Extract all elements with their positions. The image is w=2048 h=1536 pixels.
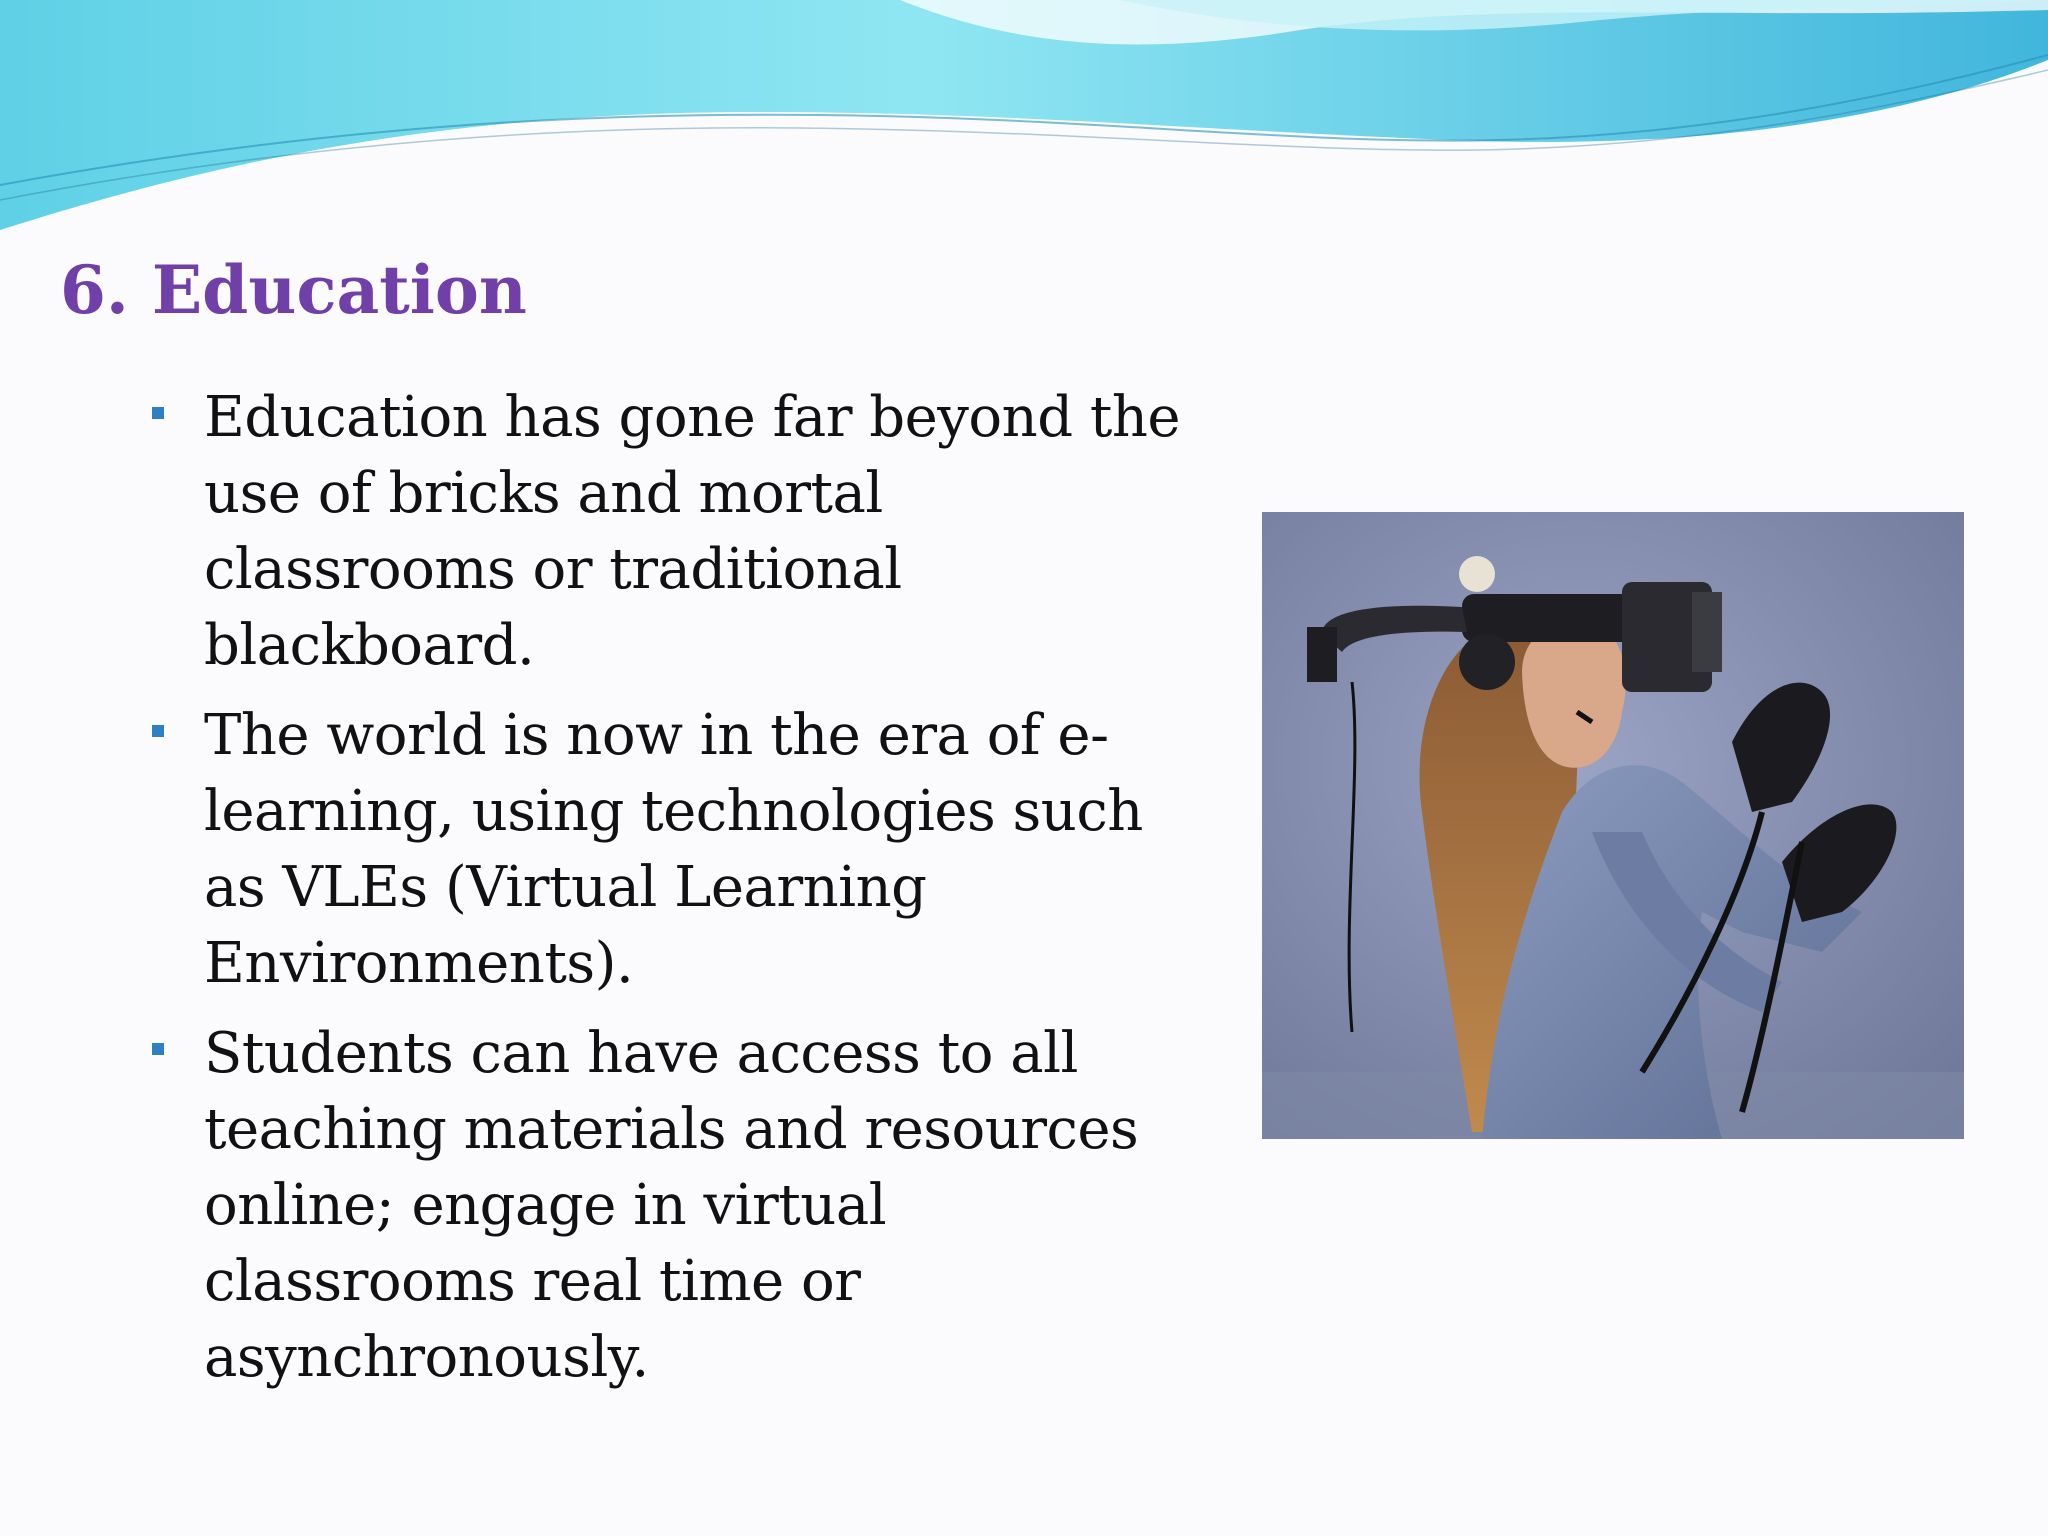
vr-user-illustration [1262, 512, 1964, 1139]
bullet-item [146, 380, 1206, 684]
bullet-item [146, 1016, 1206, 1396]
square-bullet-icon [152, 407, 164, 419]
bullet-text: Students can have access to all teaching materials and resources online; engage in virtual classrooms real time or asynchronously. [204, 1021, 1139, 1390]
bullet-list [146, 380, 1206, 1410]
header-wave-decoration [0, 0, 2048, 240]
vr-headset-photo [1262, 512, 1964, 1139]
square-bullet-icon [152, 1043, 164, 1055]
square-bullet-icon [152, 725, 164, 737]
slide-title: 6. Education [60, 251, 527, 329]
bullet-text: The world is now in the era of e-learning, using technologies such as VLEs (Virtual Learning Environments). [204, 703, 1143, 996]
bullet-text: Education has gone far beyond the use of bricks and mortal classrooms or traditional blackboard. [204, 385, 1181, 678]
bullet-item [146, 698, 1206, 1002]
